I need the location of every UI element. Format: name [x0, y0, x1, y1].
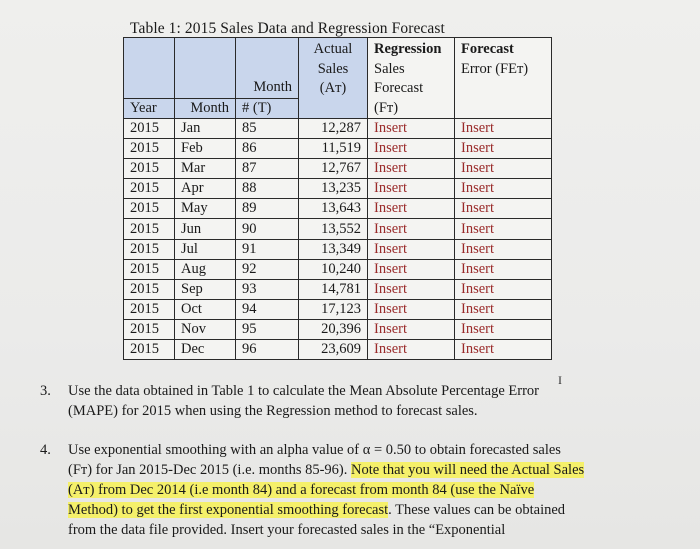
- cell-regression-forecast: Insert: [368, 179, 455, 199]
- table-row: [124, 159, 552, 179]
- cell-actual-sales: 13,643: [299, 199, 368, 219]
- question-4-line3: [68, 481, 534, 501]
- cell-actual-sales: 13,235: [299, 179, 368, 199]
- header-blank-year: [124, 38, 175, 99]
- cell-month: Jan: [175, 119, 236, 139]
- question-4-line5: from the data file provided. Insert your forecasted sales in the “Exponential: [68, 522, 506, 538]
- question-4-line4-highlight: Method) to get the first exponential smoothing forecast: [68, 502, 389, 518]
- cell-regression-forecast: Insert: [368, 319, 455, 339]
- header-month: Month: [175, 98, 236, 118]
- table-row: [124, 239, 552, 259]
- table-row: [124, 179, 552, 199]
- cell-actual-sales: 12,287: [299, 119, 368, 139]
- header-actual-line3: (Aᴛ): [319, 80, 347, 96]
- cell-year: 2015: [124, 159, 175, 179]
- cell-actual-sales: 13,552: [299, 219, 368, 239]
- header-reg-line3: Forecast: [374, 80, 424, 96]
- cell-month: Mar: [175, 159, 236, 179]
- cell-forecast-error: Insert: [455, 119, 552, 139]
- cell-actual-sales: 17,123: [299, 299, 368, 319]
- header-actual-line2: Sales: [317, 60, 349, 77]
- header-regression-forecast: [368, 38, 455, 119]
- question-4-line3-highlight: (Aᴛ) from Dec 2014 (i.e month 84) and a forecast from month 84 (use the Naïve: [68, 482, 535, 498]
- cell-month-num: 89: [236, 199, 299, 219]
- table-row: [124, 199, 552, 219]
- cell-month: Jun: [175, 219, 236, 239]
- table-row: [124, 119, 552, 139]
- cell-regression-forecast: Insert: [368, 299, 455, 319]
- header-month-num-line2: # (T): [236, 98, 299, 118]
- cell-year: 2015: [124, 119, 175, 139]
- cell-month: Apr: [175, 179, 236, 199]
- cell-regression-forecast: Insert: [368, 199, 455, 219]
- cell-month-num: 93: [236, 279, 299, 299]
- table-row: [124, 340, 552, 360]
- header-actual-sales: [299, 38, 368, 119]
- header-month-num: [236, 38, 299, 99]
- question-4-line4: [68, 501, 565, 521]
- cell-actual-sales: 10,240: [299, 259, 368, 279]
- cell-regression-forecast: Insert: [368, 159, 455, 179]
- cell-year: 2015: [124, 139, 175, 159]
- question-3-line1: Use the data obtained in Table 1 to calculate the Mean Absolute Percentage Error: [68, 383, 540, 399]
- header-forecast-error: [455, 38, 552, 119]
- cell-month: Jul: [175, 239, 236, 259]
- cell-forecast-error: Insert: [455, 299, 552, 319]
- text-cursor-icon: I: [558, 373, 562, 387]
- cell-year: 2015: [124, 319, 175, 339]
- cell-month-num: 95: [236, 319, 299, 339]
- cell-year: 2015: [124, 199, 175, 219]
- question-4-line2: [68, 461, 584, 481]
- cell-actual-sales: 23,609: [299, 340, 368, 360]
- table-row: [124, 319, 552, 339]
- cell-actual-sales: 12,767: [299, 159, 368, 179]
- cell-month: Oct: [175, 299, 236, 319]
- question-4-line1: Use exponential smoothing with an alpha value of α = 0.50 to obtain forecasted sales: [68, 442, 561, 458]
- table-row: [124, 139, 552, 159]
- cell-month: Dec: [175, 340, 236, 360]
- question-3-number: 3.: [40, 383, 51, 399]
- cell-regression-forecast: Insert: [368, 219, 455, 239]
- cell-month: Aug: [175, 259, 236, 279]
- header-reg-line4: (Fᴛ): [374, 99, 399, 116]
- cell-forecast-error: Insert: [455, 199, 552, 219]
- cell-year: 2015: [124, 299, 175, 319]
- cell-month-num: 85: [236, 119, 299, 139]
- cell-regression-forecast: Insert: [368, 340, 455, 360]
- header-reg-line1: Regression: [374, 41, 442, 57]
- cell-month: Nov: [175, 319, 236, 339]
- cell-actual-sales: 20,396: [299, 319, 368, 339]
- question-3-line2: (MAPE) for 2015 when using the Regression method to forecast sales.: [68, 403, 478, 419]
- cell-actual-sales: 13,349: [299, 239, 368, 259]
- cell-regression-forecast: Insert: [368, 239, 455, 259]
- cell-actual-sales: 11,519: [299, 139, 368, 159]
- cell-year: 2015: [124, 219, 175, 239]
- cell-year: 2015: [124, 179, 175, 199]
- question-4-line4-plain: . These values can be obtained: [388, 502, 566, 518]
- cell-month-num: 90: [236, 219, 299, 239]
- cell-month-num: 94: [236, 299, 299, 319]
- header-reg-line2: Sales: [374, 60, 405, 77]
- table-row: [124, 279, 552, 299]
- cell-forecast-error: Insert: [455, 340, 552, 360]
- question-4-number: 4.: [40, 442, 51, 458]
- cell-forecast-error: Insert: [455, 239, 552, 259]
- table-body: [124, 119, 552, 360]
- cell-month-num: 96: [236, 340, 299, 360]
- table-row: [124, 219, 552, 239]
- header-month-num-line1: Month: [253, 79, 292, 96]
- table-caption: Table 1: 2015 Sales Data and Regression Forecast: [130, 20, 445, 37]
- cell-month-num: 91: [236, 239, 299, 259]
- header-actual-line1: Actual: [313, 41, 353, 57]
- header-fe-line1: Forecast: [461, 41, 514, 57]
- table-row: [124, 299, 552, 319]
- cell-forecast-error: Insert: [455, 259, 552, 279]
- cell-month: May: [175, 199, 236, 219]
- cell-forecast-error: Insert: [455, 279, 552, 299]
- cell-month-num: 88: [236, 179, 299, 199]
- cell-regression-forecast: Insert: [368, 139, 455, 159]
- sales-table: [123, 37, 552, 360]
- cell-forecast-error: Insert: [455, 179, 552, 199]
- header-fe-line2: Error (FEᴛ): [461, 60, 529, 77]
- cell-actual-sales: 14,781: [299, 279, 368, 299]
- cell-month: Sep: [175, 279, 236, 299]
- cell-forecast-error: Insert: [455, 159, 552, 179]
- cell-month-num: 86: [236, 139, 299, 159]
- cell-forecast-error: Insert: [455, 319, 552, 339]
- cell-month-num: 92: [236, 259, 299, 279]
- cell-regression-forecast: Insert: [368, 259, 455, 279]
- cell-year: 2015: [124, 259, 175, 279]
- question-4-line2-plain: (Fᴛ) for Jan 2015-Dec 2015 (i.e. months 85-96).: [68, 462, 351, 478]
- cell-year: 2015: [124, 279, 175, 299]
- cell-year: 2015: [124, 239, 175, 259]
- question-4-line2-highlight: Note that you will need the Actual Sales: [351, 462, 585, 478]
- cell-month-num: 87: [236, 159, 299, 179]
- table-header-row: [124, 38, 552, 99]
- cell-year: 2015: [124, 340, 175, 360]
- cell-regression-forecast: Insert: [368, 279, 455, 299]
- cell-forecast-error: Insert: [455, 219, 552, 239]
- cell-regression-forecast: Insert: [368, 119, 455, 139]
- cell-forecast-error: Insert: [455, 139, 552, 159]
- header-year: Year: [124, 98, 175, 118]
- cell-month: Feb: [175, 139, 236, 159]
- table-row: [124, 259, 552, 279]
- header-blank-month: [175, 38, 236, 99]
